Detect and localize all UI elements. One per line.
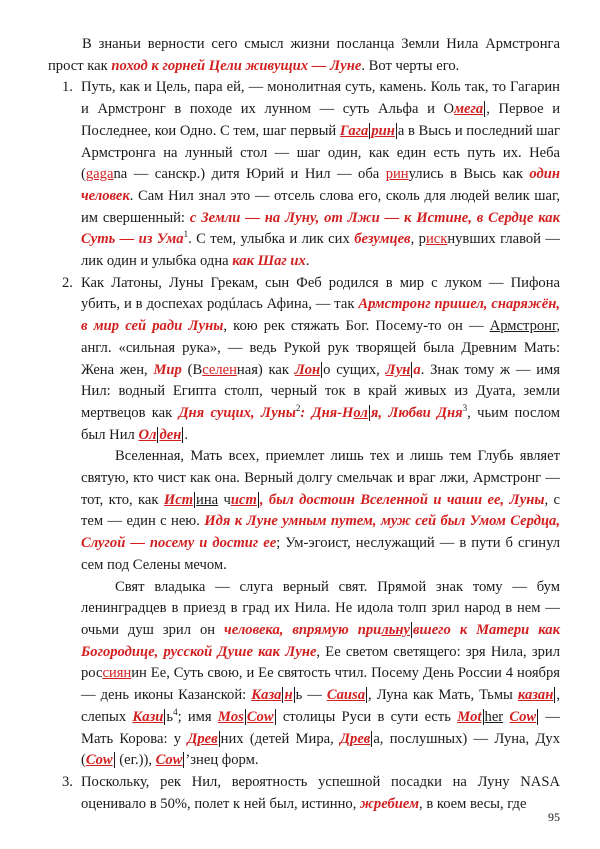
highlighted-text: Ол <box>138 426 157 443</box>
text-run: , в коем весы, где <box>419 795 527 812</box>
text-run: . Вот черты его. <box>361 57 460 74</box>
text-run: , англ. «сильная рука», — ведь Рукой рук творящей была Древним Мать: Жена жен, <box>81 318 560 378</box>
highlighted-text: Древ <box>340 730 371 747</box>
item-number: 2. <box>62 274 73 291</box>
text-run: ч <box>218 491 231 508</box>
page-number: 95 <box>548 810 560 824</box>
item-3-paragraph-1 <box>81 772 560 815</box>
list-item-2 <box>48 273 560 772</box>
text-run: ; Ум-эгоист, неслужащий — в пути б сгинул сем под Селены мечом. <box>81 535 561 573</box>
text-run: . Знак тому ж — имя Нил: водный Египта столп, черный ток в край живых из Дуата, земли мертвецов как <box>81 361 560 421</box>
highlighted-text: Кази <box>132 708 164 725</box>
highlighted-text: рин <box>371 122 395 139</box>
highlighted-text: человека, впрямую при <box>224 621 382 638</box>
item-2-paragraph-2 <box>81 446 560 576</box>
text-run: , р <box>410 231 426 248</box>
list-item-1 <box>48 77 560 272</box>
text-run: (ег.)), <box>115 752 156 769</box>
footnote-ref[interactable]: 2 <box>295 403 301 414</box>
text-run: ь — <box>295 687 327 704</box>
text-run: ; имя <box>177 708 218 725</box>
numbered-list <box>48 77 560 815</box>
highlighted-text: рин <box>385 166 409 183</box>
item-number: 3. <box>62 773 73 790</box>
text-run: Поскольку, рек Нил, вероятность успешной посадки на Луну NASA оценивало в 50%, полет к ней был, истинно, <box>81 773 560 812</box>
highlighted-text: стронг <box>516 318 557 335</box>
text-run: В знаньи верности сего смысл жизни посланца Земли Нила Армстронга прост как <box>48 36 560 74</box>
highlighted-text: я, Любви Дня <box>370 404 463 421</box>
highlighted-text: мега <box>454 101 484 118</box>
text-run: улись в Высь как <box>408 166 530 183</box>
highlighted-text: Мир <box>153 361 182 378</box>
highlighted-text: Каза <box>251 687 282 704</box>
highlighted-text: Древ <box>187 730 218 747</box>
text-run: , кою рек стяжать Бог. Посему-то он — <box>223 318 490 335</box>
text-run: , чьим послом был Нил <box>81 404 560 443</box>
text-run: , Ее светом светящего: зря Нила, зрил рос <box>81 643 560 682</box>
item-number: 1. <box>62 79 73 96</box>
highlighted-text: Ист <box>163 491 194 508</box>
highlighted-text: ден <box>159 426 182 443</box>
list-item-3 <box>48 772 560 815</box>
highlighted-text: Mos <box>217 708 244 725</box>
text-run: ная) как <box>236 361 295 378</box>
highlighted-text: льну <box>381 621 411 638</box>
highlighted-text: Идя к Луне умным путем, муж сей был Умом Сердца, Слугой — посему и достиг ее <box>81 513 561 552</box>
text-run: , слепых <box>81 687 560 725</box>
text-run: ь <box>166 708 174 725</box>
text-run: Свят владыка — слуга верный свят. Прямой знак тому — бум ленинградцев в приезд в град их Нила. Не идола толп зрил народ в нем — очьми душ зрил он <box>81 578 560 638</box>
highlighted-text: Лун <box>385 361 411 378</box>
highlighted-text: Дня сущих, Луны <box>178 404 296 421</box>
intro-paragraph <box>48 34 560 77</box>
highlighted-text: Causa <box>326 687 366 704</box>
highlighted-text: Cow <box>509 708 537 725</box>
highlighted-text: казан <box>517 687 554 704</box>
highlighted-text: н <box>123 665 132 682</box>
page-content <box>48 34 560 815</box>
highlighted-text: Cow <box>85 752 113 769</box>
text-run: . <box>305 253 310 270</box>
text-run: Вселенная, Мать всех, приемлет лишь тех и лишь тем Глубь являет святую, кто чист как она. Верный долгу смельчак и враг лжи, Армстронг — тот, кто, как <box>81 448 560 508</box>
highlighted-text: Cow <box>246 708 274 725</box>
highlighted-text: а <box>413 361 421 378</box>
footnote-ref[interactable]: 4 <box>173 706 178 717</box>
text-run: Путь, как и Цель, пара ей, — монолитная суть, камень. Коль так, то Гагарин и Армстронг в походе их лунном — суть Альфа и О <box>81 79 560 118</box>
footnote-ref[interactable]: 3 <box>462 403 468 414</box>
highlighted-text: селен <box>202 361 237 378</box>
highlighted-text: Армстронг пришел, снаряжён, в мир сей ради Луны <box>81 296 561 335</box>
text-run: них (детей Мира, <box>220 730 341 747</box>
text-run: . Сам Нил знал это — отсель слова его, сколь для людей велик шаг, им свершенный: <box>81 187 560 226</box>
text-run: na — санскр.) дитя Юрий и Нил — оба <box>113 166 386 183</box>
highlighted-text: иск <box>425 231 448 248</box>
highlighted-text: жребием <box>360 795 420 812</box>
text-run: . <box>184 426 188 443</box>
highlighted-text: Лон <box>294 361 321 378</box>
highlighted-text: Cow <box>155 752 183 769</box>
highlighted-text: ол <box>353 404 368 421</box>
highlighted-text: сия <box>102 665 124 682</box>
highlighted-text: , был достоин Вселенной и чаши ее, Луны <box>259 491 545 508</box>
footnote-ref[interactable]: 1 <box>183 229 189 240</box>
text-run: — Мать Корова: у <box>81 708 561 747</box>
text-run: столицы Руси в сути есть <box>276 708 458 725</box>
highlighted-text: один человек <box>81 166 560 204</box>
highlighted-text: : Дня-Н <box>300 404 354 421</box>
item-2-paragraph-3 <box>81 577 560 772</box>
item-2-paragraph-1 <box>81 273 560 447</box>
highlighted-text: как Шаг их <box>232 253 306 270</box>
text-run: а, послушных) — Луна, Дух ( <box>81 730 561 769</box>
highlighted-text: ист <box>230 491 257 508</box>
text-run: ин Ее, Суть свою, и Ее святость чтил. Посему День России 4 ноября — день иконы Казанской: <box>81 665 560 704</box>
highlighted-text: Mot <box>457 708 482 725</box>
highlighted-text: н <box>284 687 293 704</box>
highlighted-text: gaga <box>85 166 114 183</box>
highlighted-text: ина <box>196 491 219 508</box>
highlighted-text: безумцев <box>354 231 411 248</box>
text-run: Как Латоны, Луны Грекам, сын Феб родился в мир с луком — Пифона убить, и в доспехах родúлась Афина, — так <box>81 274 560 313</box>
highlighted-text: Арм <box>489 318 517 335</box>
highlighted-text: вшего к Матери как Богородице, русской Душе как Луне <box>81 621 560 660</box>
highlighted-text: Гага <box>339 122 369 139</box>
highlighted-text: с Земли — на Луну, от Лжи — к Истине, в Сердце как Суть — из Ума <box>81 209 560 248</box>
text-run: а в Высь и последний шаг Армстронга на лунный стол — шаг один, как един есть путь их. Неба ( <box>81 122 560 183</box>
text-run: , Первое и Последнее, кои Одно. С тем, шаг первый <box>81 101 561 139</box>
highlighted-text: поход к горней Цели живущих — Луне <box>111 57 362 74</box>
text-run: . С тем, улыбка и лик сих <box>188 231 355 248</box>
text-run: , с тем — един с нею. <box>81 491 560 530</box>
highlighted-text: her <box>484 708 504 725</box>
text-run: ’знец форм. <box>185 752 259 769</box>
item-1-paragraph-1 <box>81 77 560 272</box>
text-run: о сущих, <box>323 361 386 378</box>
text-run: нувших главой — лик один и улыбка одна <box>81 231 560 270</box>
text-run: , Луна как Мать, Тьмы <box>368 687 518 704</box>
text-run: (В <box>181 361 203 378</box>
